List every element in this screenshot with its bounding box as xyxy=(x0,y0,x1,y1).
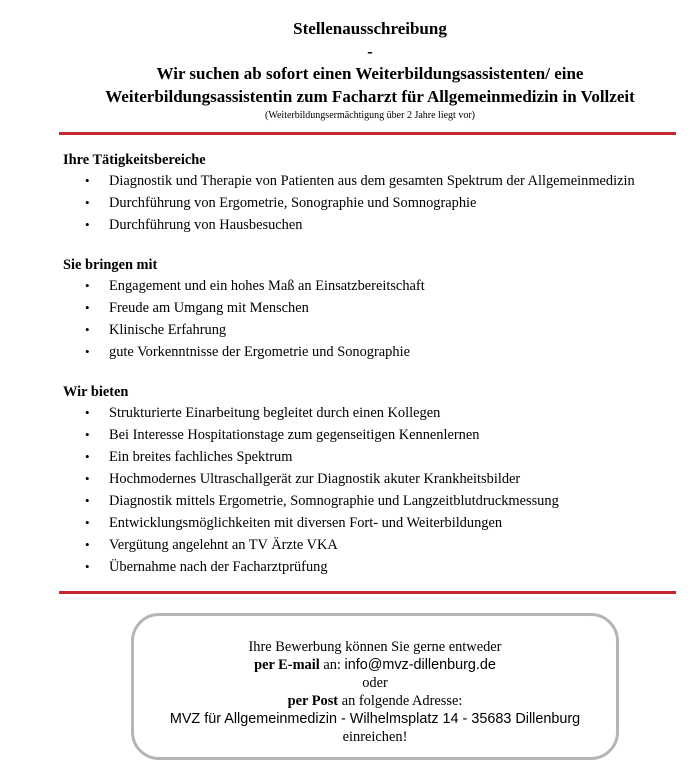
section-offers xyxy=(63,382,683,578)
list-item-text: Strukturierte Einarbeitung begleitet durch einen Kollegen xyxy=(109,405,441,421)
list-item-text: Entwicklungsmöglichkeiten mit diversen Fort- und Weiterbildungen xyxy=(109,515,503,531)
email-label: per E-mail xyxy=(254,657,320,673)
list-item xyxy=(63,556,683,578)
list-item-text: Engagement und ein hohes Maß an Einsatzbereitschaft xyxy=(109,278,425,294)
list-item-text: Durchführung von Ergometrie, Sonographie und Somnographie xyxy=(109,195,477,211)
bullet-icon: • xyxy=(85,515,90,530)
bullet-icon: • xyxy=(85,449,90,464)
list-item xyxy=(63,446,683,468)
email-line xyxy=(134,656,616,674)
posting-title: Stellenausschreibung xyxy=(293,19,447,38)
section-title: Wir bieten xyxy=(63,384,129,400)
qualification-note: (Weiterbildungsermächtigung über 2 Jahre liegt vor) xyxy=(265,110,475,121)
list-item xyxy=(63,319,683,341)
posting-header xyxy=(0,18,691,123)
list-item-text: Bei Interesse Hospitationstage zum gegenseitigen Kennenlernen xyxy=(109,427,480,443)
list-item xyxy=(63,341,683,363)
list-item xyxy=(63,424,683,446)
section-title: Ihre Tätigkeitsbereiche xyxy=(63,152,206,168)
closing-text: einreichen! xyxy=(342,729,408,745)
bullet-icon: • xyxy=(85,405,90,420)
bullet-icon: • xyxy=(85,217,90,232)
bullet-icon: • xyxy=(85,427,90,442)
bullet-icon: • xyxy=(85,322,90,337)
headline-line-1: Wir suchen ab sofort einen Weiterbildungsassistenten/ eine xyxy=(156,64,584,83)
list-item xyxy=(63,490,683,512)
application-intro: Ihre Bewerbung können Sie gerne entweder xyxy=(248,639,502,655)
or-text: oder xyxy=(362,675,388,691)
list-item-text: Klinische Erfahrung xyxy=(109,322,227,338)
list-item xyxy=(63,468,683,490)
list-item-text: Ein breites fachliches Spektrum xyxy=(109,449,293,465)
post-label: per Post xyxy=(287,693,339,709)
list-item-text: Diagnostik und Therapie von Patienten aus dem gesamten Spektrum der Allgemeinmedizin xyxy=(109,173,635,189)
post-line xyxy=(134,692,616,710)
title-dash: - xyxy=(367,41,373,61)
bullet-icon: • xyxy=(85,195,90,210)
section-title: Sie bringen mit xyxy=(63,257,158,273)
list-item xyxy=(63,192,683,214)
post-suffix: an folgende Adresse: xyxy=(338,693,463,709)
list-item-text: Diagnostik mittels Ergometrie, Somnographie und Langzeitblutdruckmessung xyxy=(109,493,559,509)
bullet-icon: • xyxy=(85,559,90,574)
bullet-icon: • xyxy=(85,300,90,315)
bullet-icon: • xyxy=(85,278,90,293)
list-item-text: Durchführung von Hausbesuchen xyxy=(109,217,303,233)
list-item-text: Freude am Umgang mit Menschen xyxy=(109,300,309,316)
bullet-icon: • xyxy=(85,493,90,508)
offers-list xyxy=(63,402,683,578)
posting-body xyxy=(63,150,683,597)
email-link[interactable]: info@mvz-dillenburg.de xyxy=(344,657,496,673)
email-prefix: an: xyxy=(319,657,345,673)
duties-list xyxy=(63,170,683,236)
section-requirements xyxy=(63,255,683,363)
postal-address: MVZ für Allgemeinmedizin - Wilhelmsplatz 14 - 35683 Dillenburg xyxy=(169,711,581,727)
list-item xyxy=(63,170,683,192)
list-item-text: Hochmodernes Ultraschallgerät zur Diagnostik akuter Krankheitsbilder xyxy=(109,471,521,487)
bottom-divider xyxy=(59,591,676,594)
list-item-text: Übernahme nach der Facharztprüfung xyxy=(109,559,328,575)
list-item xyxy=(63,275,683,297)
headline-line-2: Weiterbildungsassistentin zum Facharzt für Allgemeinmedizin in Vollzeit xyxy=(105,86,635,106)
list-item-text: Vergütung angelehnt an TV Ärzte VKA xyxy=(109,537,338,553)
bullet-icon: • xyxy=(85,537,90,552)
list-item xyxy=(63,512,683,534)
list-item xyxy=(63,534,683,556)
application-box xyxy=(131,613,619,760)
list-item-text: gute Vorkenntnisse der Ergometrie und Sonographie xyxy=(109,344,410,360)
bullet-icon: • xyxy=(85,344,90,359)
section-duties xyxy=(63,150,683,236)
list-item xyxy=(63,214,683,236)
bullet-icon: • xyxy=(85,173,90,188)
list-item xyxy=(63,297,683,319)
bullet-icon: • xyxy=(85,471,90,486)
top-divider xyxy=(59,132,676,135)
list-item xyxy=(63,402,683,424)
requirements-list xyxy=(63,275,683,363)
